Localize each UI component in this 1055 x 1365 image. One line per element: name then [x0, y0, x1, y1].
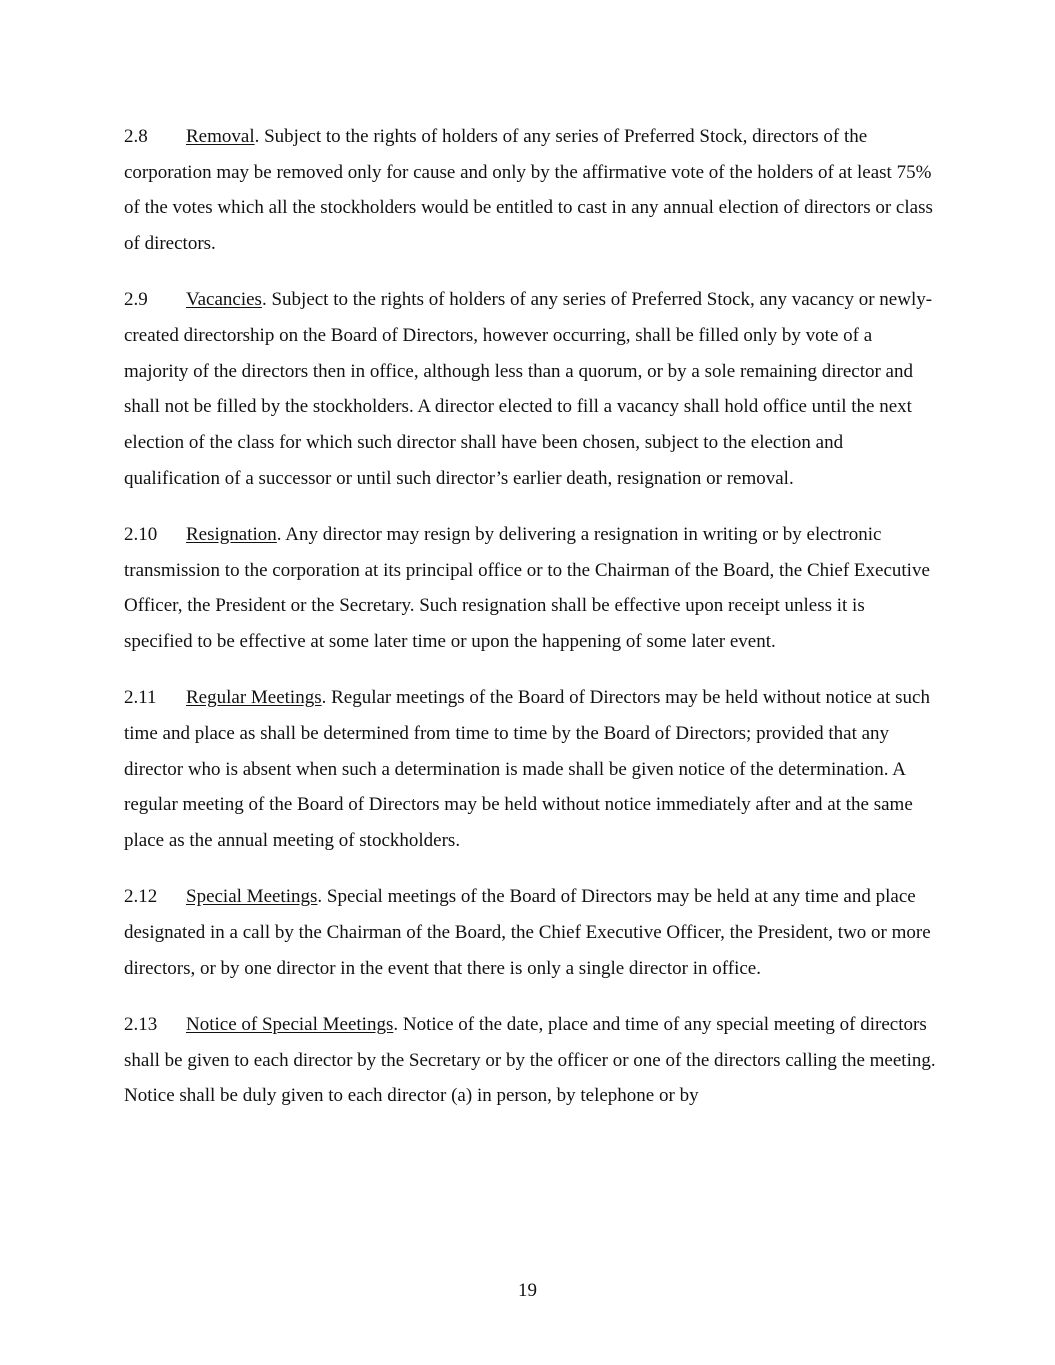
section-number: 2.12 [124, 886, 158, 908]
section-text: . Regular meetings of the Board of Directors may be held without notice at such time and place as shall be determined from time to time by the Board of Directors; provided that any director who is absent when such a determination is made shall be given notice of the determination. A regular meeting of the Board of Directors may be held without notice immediately after and at the same place as the annual meeting of stockholders. [124, 687, 930, 852]
section-2-12 [124, 879, 936, 986]
section-text: . Subject to the rights of holders of any series of Preferred Stock, directors of the corporation may be removed only for cause and only by the affirmative vote of the holders of at least 75% of the votes which all the stockholders would be entitled to cast in any annual election of directors or class of directors. [124, 126, 933, 255]
section-number: 2.13 [124, 1013, 158, 1035]
section-text: . Notice of the date, place and time of any special meeting of directors shall be given to each director by the Secretary or by the officer or one of the directors calling the meeting. Notice shall be duly given to each director (a) in person, by telephone or by [124, 1013, 936, 1107]
section-number: 2.8 [124, 126, 148, 147]
section-heading: Special Meetings [186, 886, 318, 908]
section-number: 2.10 [124, 524, 158, 546]
section-2-9 [124, 282, 936, 496]
section-heading: Vacancies [186, 289, 262, 311]
section-heading: Regular Meetings [186, 687, 322, 709]
section-number: 2.9 [124, 289, 148, 311]
page-number: 19 [518, 1280, 537, 1301]
section-2-11 [124, 680, 936, 859]
section-heading: Removal [186, 126, 255, 147]
section-2-8 [124, 119, 936, 262]
section-number: 2.11 [124, 687, 157, 709]
document-page [124, 119, 936, 1135]
section-heading: Notice of Special Meetings [186, 1013, 394, 1035]
section-text: . Special meetings of the Board of Directors may be held at any time and place designated in a call by the Chairman of the Board, the Chief Executive Officer, the President, two or more directors, or by one director in the event that there is only a single director in office. [124, 886, 931, 979]
section-2-13 [124, 1007, 936, 1114]
section-2-10 [124, 517, 936, 660]
section-text: . Any director may resign by delivering a resignation in writing or by electronic transmission to the corporation at its principal office or to the Chairman of the Board, the Chief Executive Officer, the President or the Secretary. Such resignation shall be effective upon receipt unless it is specified to be effective at some later time or upon the happening of some later event. [124, 524, 930, 653]
section-text: . Subject to the rights of holders of any series of Preferred Stock, any vacancy or newly-created directorship on the Board of Directors, however occurring, shall be filled only by vote of a majority of the directors then in office, although less than a quorum, or by a sole remaining director and shall not be filled by the stockholders. A director elected to fill a vacancy shall hold office until the next election of the class for which such director shall have been chosen, subject to the election and qualification of a successor or until such director’s earlier death, resignation or removal. [124, 289, 933, 489]
section-heading: Resignation [186, 524, 277, 546]
